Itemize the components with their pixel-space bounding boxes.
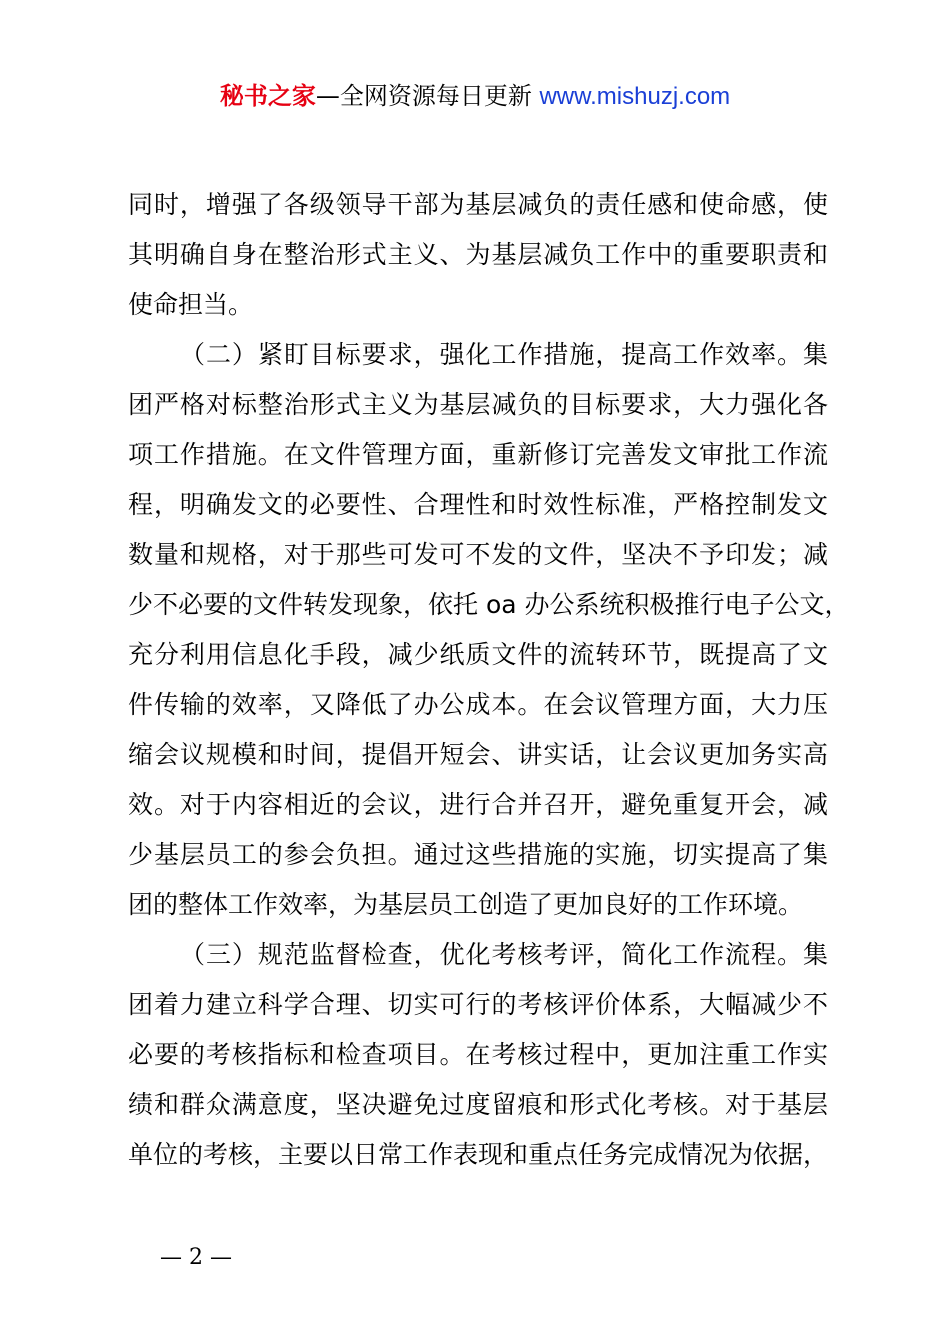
document-header	[0, 76, 950, 117]
site-url-link[interactable]: www.mishuzj.com	[539, 83, 731, 110]
paragraph-heading-3: （三）规范监督检查，优化考核考评，简化工作流程。集	[180, 940, 828, 969]
page-number: — 2 —	[160, 1245, 232, 1270]
brand-name: 秘书之家	[219, 82, 316, 110]
text-line: 程，明确发文的必要性、合理性和时效性标准，严格控制发文	[128, 490, 828, 519]
text-line: 项工作措施。在文件管理方面，重新修订完善发文审批工作流	[128, 440, 828, 469]
text-line: 单位的考核，主要以日常工作表现和重点任务完成情况为依据，	[128, 1140, 829, 1169]
text-line: 件传输的效率，又降低了办公成本。在会议管理方面，大力压	[128, 690, 828, 719]
header-tagline: —全网资源每日更新	[315, 82, 532, 110]
text-line: 团的整体工作效率，为基层员工创造了更加良好的工作环境。	[128, 890, 804, 919]
text-line: 必要的考核指标和检查项目。在考核过程中，更加注重工作实	[128, 1040, 828, 1069]
text-line: 少基层员工的参会负担。通过这些措施的实施，切实提高了集	[128, 840, 828, 869]
text-line: 数量和规格，对于那些可发可不发的文件，坚决不予印发；减	[128, 540, 828, 569]
text-line: 缩会议规模和时间，提倡开短会、讲实话，让会议更加务实高	[128, 740, 828, 769]
text-line: 效。对于内容相近的会议，进行合并召开，避免重复开会，减	[128, 790, 828, 819]
text-line: 充分利用信息化手段，减少纸质文件的流转环节，既提高了文	[128, 640, 828, 669]
text-line: 同时，增强了各级领导干部为基层减负的责任感和使命感，使	[128, 190, 828, 219]
text-line: 团严格对标整治形式主义为基层减负的目标要求，大力强化各	[128, 390, 828, 419]
paragraph-heading-2: （二）紧盯目标要求，强化工作措施，提高工作效率。集	[180, 340, 828, 369]
text-line: 绩和群众满意度，坚决避免过度留痕和形式化考核。对于基层	[128, 1090, 828, 1119]
document-body	[128, 180, 850, 1180]
text-line: 团着力建立科学合理、切实可行的考核评价体系，大幅减少不	[128, 990, 828, 1019]
text-line: 使命担当。	[128, 290, 254, 319]
text-line: 少不必要的文件转发现象，依托 oa 办公系统积极推行电子公文，	[128, 590, 850, 619]
text-line: 其明确自身在整治形式主义、为基层减负工作中的重要职责和	[128, 240, 828, 269]
